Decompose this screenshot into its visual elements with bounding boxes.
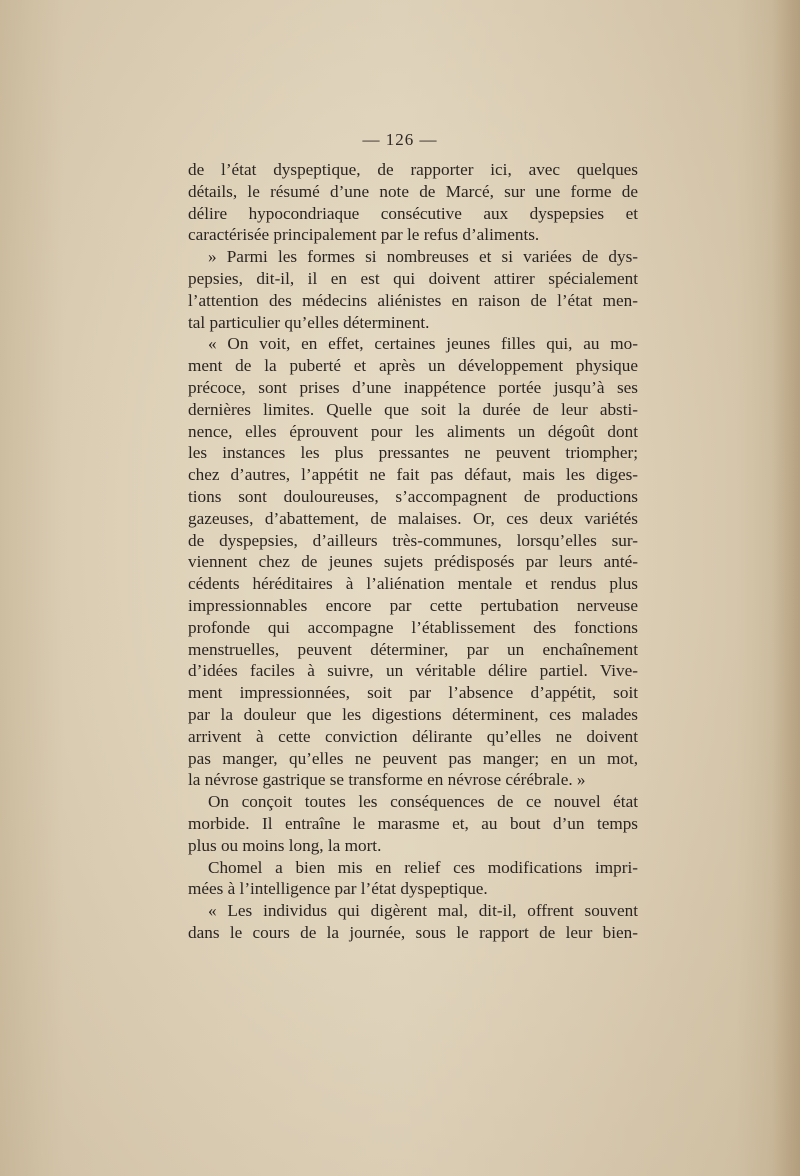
text-line: « Les individus qui digèrent mal, dit-il, offrent souvent — [208, 901, 638, 921]
text-line: de l’état dyspeptique, de rapporter ici, avec quelques — [188, 160, 638, 179]
text-line: arrivent à cette conviction délirante qu’elles ne doivent — [188, 726, 638, 746]
text-line: précoce, sont prises d’une inappétence portée jusqu’à ses — [188, 377, 638, 397]
text-line: gazeuses, d’abattement, de malaises. Or, ces deux variétés — [188, 508, 638, 528]
text-line: impressionnables encore par cette pertubation nerveuse — [188, 595, 638, 615]
text-line: d’idées faciles à suivre, un véritable délire partiel. Vive- — [188, 661, 638, 681]
text-line: On conçoit toutes les conséquences de ce nouvel état — [208, 792, 638, 812]
text-line: chez d’autres, l’appétit ne fait pas défaut, mais les diges- — [188, 465, 638, 485]
text-line: l’attention des médecins aliénistes en raison de l’état men- — [188, 290, 638, 310]
text-line: dans le cours de la journée, sous le rapport de leur bien- — [188, 922, 638, 942]
text-line: détails, le résumé d’une note de Marcé, sur une forme de — [188, 181, 638, 201]
text-line: les instances les plus pressantes ne peuvent triompher; — [188, 443, 638, 463]
text-line: pas manger, qu’elles ne peuvent pas manger; en un mot, — [188, 748, 638, 768]
text-line: » Parmi les formes si nombreuses et si variées de dys- — [208, 247, 638, 267]
text-line: tions sont douloureuses, s’accompagnent de productions — [188, 486, 638, 506]
text-line: la névrose gastrique se transforme en névrose cérébrale. » — [188, 770, 586, 790]
text-line: pepsies, dit-il, il en est qui doivent attirer spécialement — [188, 268, 638, 288]
text-line: plus ou moins long, la mort. — [188, 835, 382, 855]
text-line: de dyspepsies, d’ailleurs très-communes, lorsqu’elles sur- — [188, 530, 638, 550]
text-line: ment impressionnées, soit par l’absence d’appétit, soit — [188, 683, 638, 703]
text-line: menstruelles, peuvent déterminer, par un enchaînement — [188, 639, 638, 659]
body-text — [188, 159, 638, 944]
text-line: viennent chez de jeunes sujets prédisposés par leurs anté- — [188, 552, 638, 572]
text-line: morbide. Il entraîne le marasme et, au bout d’un temps — [188, 813, 638, 833]
text-line: caractérisée principalement par le refus d’aliments. — [188, 225, 540, 245]
text-line: profonde qui accompagne l’établissement des fonctions — [188, 617, 638, 637]
text-line: par la douleur que les digestions déterminent, ces malades — [188, 704, 638, 724]
text-line: ment de la puberté et après un développement physique — [188, 356, 638, 376]
text-line: Chomel a bien mis en relief ces modifications impri- — [208, 857, 638, 877]
text-line: dernières limites. Quelle que soit la durée de leur absti- — [188, 399, 638, 419]
page-number: — 126 — — [362, 130, 438, 149]
text-line: tal particulier qu’elles déterminent. — [188, 312, 430, 332]
text-line: délire hypocondriaque consécutive aux dyspepsies et — [188, 203, 638, 223]
text-line: nence, elles éprouvent pour les aliments un dégoût dont — [188, 421, 638, 441]
text-line: « On voit, en effet, certaines jeunes filles qui, au mo- — [208, 334, 638, 354]
text-line: mées à l’intelligence par l’état dyspeptique. — [188, 879, 488, 899]
text-line: cédents héréditaires à l’aliénation mentale et rendus plus — [188, 574, 638, 594]
